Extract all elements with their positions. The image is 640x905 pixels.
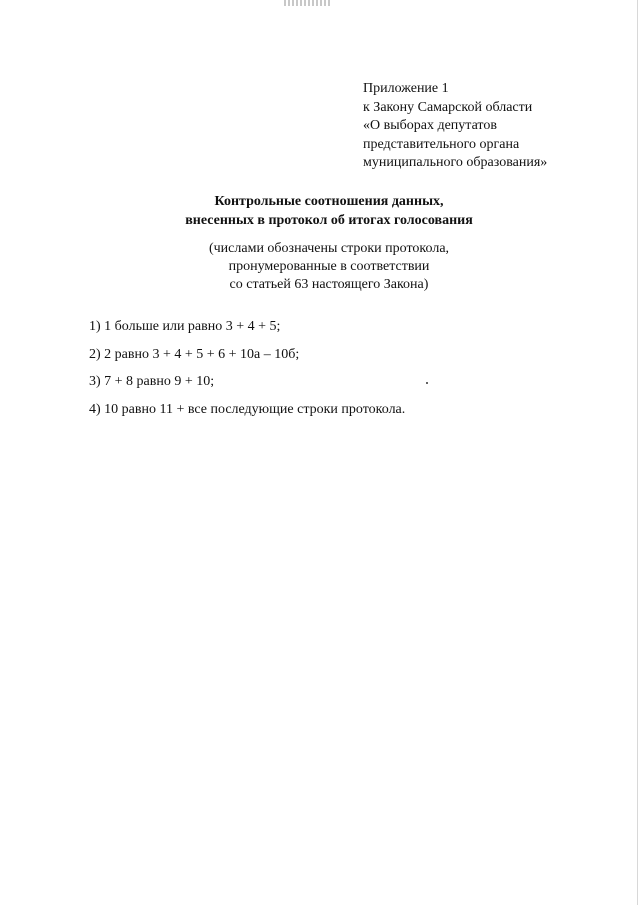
appendix-line: к Закону Самарской области bbox=[363, 99, 533, 115]
appendix-header bbox=[363, 80, 623, 173]
subtitle-line: со статьей 63 настоящего Закона) bbox=[229, 277, 429, 292]
list-item: 4) 10 равно 11 + все последующие строки протокола. bbox=[89, 401, 406, 417]
scan-speck bbox=[426, 382, 428, 384]
page-edge bbox=[637, 0, 638, 905]
list-item: 3) 7 + 8 равно 9 + 10; bbox=[89, 374, 215, 389]
document-subtitle bbox=[0, 240, 640, 294]
scan-artifact bbox=[284, 0, 332, 6]
list-item: 1) 1 больше или равно 3 + 4 + 5; bbox=[89, 319, 281, 334]
title-line: Контрольные соотношения данных, bbox=[214, 194, 444, 209]
list-item: 2) 2 равно 3 + 4 + 5 + 6 + 10а – 10б; bbox=[89, 346, 300, 362]
subtitle-line: (числами обозначены строки протокола, bbox=[208, 241, 450, 256]
appendix-line: Приложение 1 bbox=[363, 81, 449, 96]
appendix-line: представительного органа bbox=[363, 136, 520, 152]
ratio-list bbox=[89, 318, 569, 428]
title-line: внесенных в протокол об итогах голосования bbox=[185, 213, 473, 228]
appendix-line: муниципального образования» bbox=[363, 155, 548, 171]
subtitle-line: пронумерованные в соответствии bbox=[228, 259, 430, 274]
appendix-line: «О выборах депутатов bbox=[363, 118, 497, 134]
document-title bbox=[0, 192, 640, 230]
